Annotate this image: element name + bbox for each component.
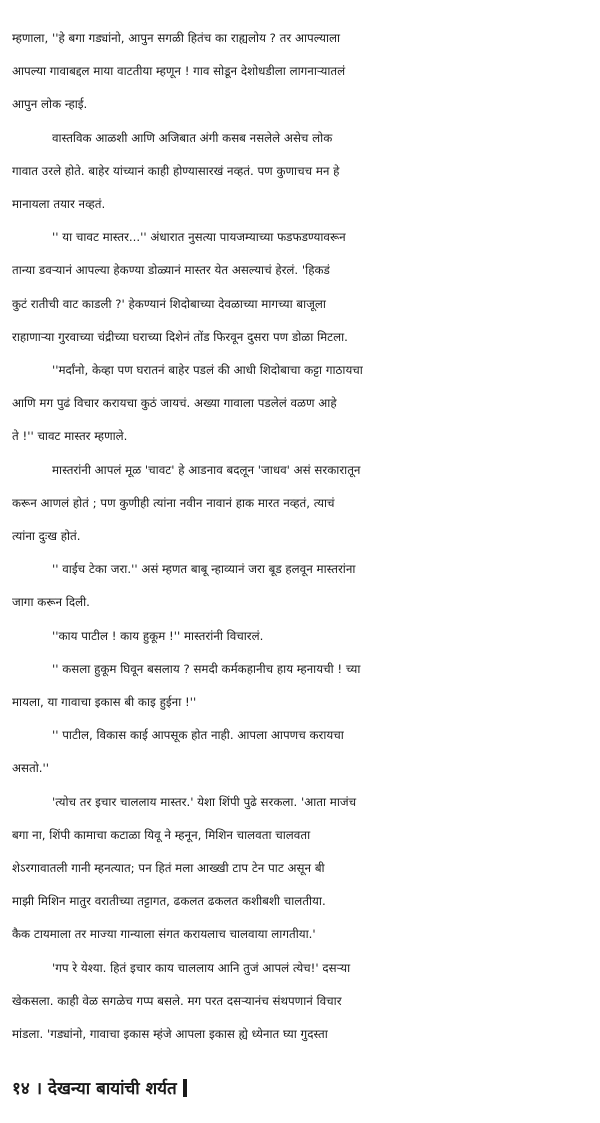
text-line: म्हणाला, ''हे बगा गड्यांनो, आपुन सगळी हितंच का राह्यलोय ? तर आपल्याला — [12, 31, 341, 45]
page-number: १४ — [12, 1079, 30, 1099]
text-line: गावात उरले होते. बाहेर यांच्यानं काही होण्यासारखं नव्हतं. पण कुणाचच मन हे — [12, 163, 340, 178]
text-line: आपुन लोक न्हाई. — [12, 97, 88, 112]
text-line: '' कसला हुकूम घिवून बसलाय ? समदी कर्मकहानीच हाय म्हनायची ! च्या — [52, 661, 361, 676]
text-line: शेऽरगावातली गानी म्हनत्यात; पन हितं मला आख्खी टाप टेन पाट असून बी — [12, 861, 325, 876]
text-line: '' पाटील, विकास काई आपसूक होत नाही. आपला आपणच करायचा — [52, 728, 344, 743]
paragraph — [12, 719, 592, 785]
paragraph — [12, 786, 592, 952]
text-line: मांडला. 'गड्यांनो, गावाचा इकास म्हंजे आपला इकास ह्ये ध्येनात घ्या गुदस्ता — [12, 1027, 328, 1042]
text-line: ''काय पाटील ! काय हुकूम !'' मास्तरांनी विचारलं. — [52, 628, 264, 643]
text-line: आपल्या गावाबद्दल माया वाटतीया म्हणून ! गाव सोडून देशोधडीला लागनाऱ्यातलं — [12, 64, 346, 79]
text-line: कुटं रातीची वाट काडली ?' हेकण्यानं शिदोबाच्या देवळाच्या मागच्या बाजूला — [12, 296, 326, 311]
text-line: आणि मग पुढं विचार करायचा कुठं जायचं. अख्या गावाला पडलेलं वळण आहे — [12, 396, 337, 411]
text-line: वास्तविक आळशी आणि अजिबात अंगी कसब नसलेले असेच लोक — [52, 130, 333, 145]
text-line: '' वाईच टेका जरा.'' असं म्हणत बाबू न्हाव्यानं जरा बूड हलवून मास्तरांना — [52, 562, 356, 577]
paragraph — [12, 653, 592, 719]
text-line: मायला, या गावाचा इकास बी काइ हुईना !'' — [12, 695, 197, 710]
text-line: राहाणाऱ्या गुरवाच्या चंद्रीच्या घराच्या दिशेनं तोंड फिरवून दुसरा पण डोळा मिटला. — [12, 329, 348, 344]
text-line: ''मर्दांनो, केव्हा पण घरातनं बाहेर पडलं की आधी शिदोबाचा कट्टा गाठायचा — [52, 363, 363, 378]
page-body — [12, 22, 592, 1051]
text-line: ते !'' चावट मास्तर म्हणाले. — [12, 429, 128, 444]
text-line: बगा ना, शिंपी कामाचा कटाळा यिवू ने म्हनून, मिशिन चालवता चालवता — [12, 827, 311, 842]
paragraph — [12, 553, 592, 619]
book-title: देखन्या बायांची शर्यत — [47, 1079, 177, 1099]
text-line: करून आणलं होतं ; पण कुणीही त्यांना नवीन नावानं हाक मारत नव्हतं, त्याचं — [12, 495, 335, 510]
paragraph — [12, 454, 592, 554]
paragraph — [12, 952, 592, 1052]
paragraph — [12, 122, 592, 222]
text-line: माझी मिशिन मातुर वरातीच्या तट्टागत, ढकलत ढकलत कशीबशी चालतीया. — [12, 894, 326, 909]
text-line: मास्तरांनी आपलं मूळ 'चावट' हे आडनाव बदलून 'जाधव' असं सरकारातून — [52, 462, 361, 477]
footer-bar — [183, 1079, 187, 1097]
text-line: त्यांना दुःख होतं. — [12, 529, 81, 544]
paragraph — [12, 221, 592, 354]
text-line: तान्या डवऱ्यानं आपल्या हेकण्या डोळ्यानं मास्तर येत असल्याचं हेरलं. 'हिकडं — [12, 263, 330, 278]
paragraph — [12, 22, 592, 122]
footer-separator: । — [35, 1079, 43, 1099]
text-line: 'गप रे येश्या. हितं इचार काय चाललाय आनि तुजं आपलं त्येच!' दसऱ्या — [52, 960, 351, 975]
text-line: जागा करून दिली. — [12, 595, 90, 610]
text-line: 'त्योच तर इचार चाललाय मास्तर.' येशा शिंपी पुढे सरकला. 'आता माजंच — [52, 794, 357, 809]
text-line: '' या चावट मास्तर...'' अंधारात नुसत्या पायजम्याच्या फडफडण्यावरून — [52, 230, 346, 245]
page-footer — [12, 1074, 187, 1104]
paragraph — [12, 620, 592, 653]
text-line: असतो.'' — [12, 761, 50, 776]
paragraph — [12, 354, 592, 454]
text-line: खेकसला. काही वेळ सगळेच गप्प बसले. मग परत दसऱ्यानंच संथपणानं विचार — [12, 993, 342, 1008]
text-line: कैक टायमाला तर माज्या गान्याला संगत करायलाच चालवाया लागतीया.' — [12, 927, 316, 942]
text-line: मानायला तयार नव्हतं. — [12, 197, 106, 212]
